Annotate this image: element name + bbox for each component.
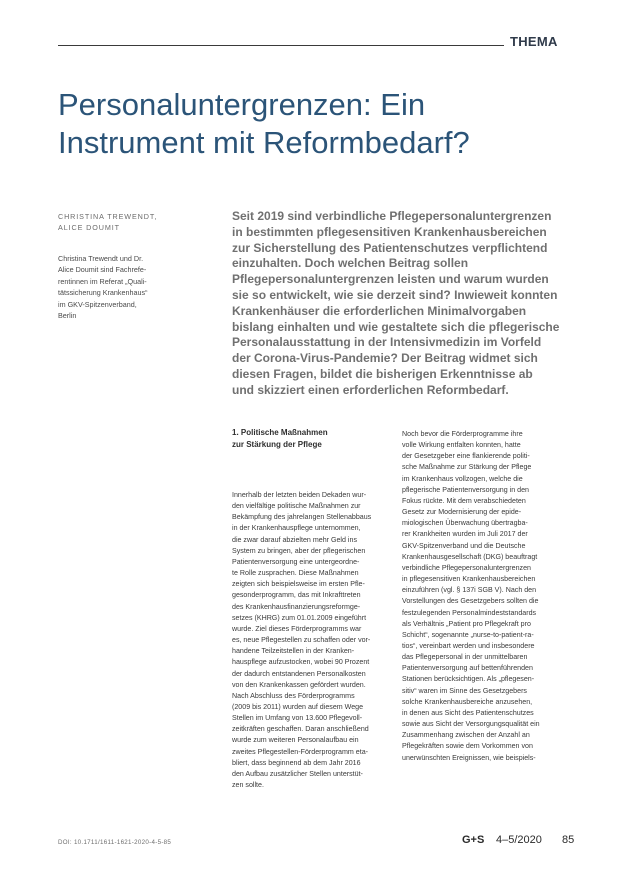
author-bio bbox=[58, 253, 180, 321]
body-text-line: des Krankenhausfinanzierungsreformge- bbox=[232, 602, 361, 611]
body-text-line: Vorstellungen des Gesetzgebers sollten die bbox=[402, 597, 539, 606]
footer-doi: DOI: 10.1711/1611-1621-2020-4-5-85 bbox=[58, 839, 172, 846]
author-bio-line: Alice Doumit sind Fachrefe- bbox=[58, 265, 147, 275]
footer-issue: 4–5/2020 bbox=[496, 834, 542, 846]
body-text-line: Nach Abschluss des Förderprogramms bbox=[232, 691, 355, 700]
body-text-line: es, neue Pflegestellen zu schaffen oder vor- bbox=[232, 636, 371, 645]
body-text-line: festzulegenden Personalmindeststandards bbox=[402, 608, 537, 617]
lead-line: Krankenhäuser die erforderlichen Minimalvorgaben bbox=[232, 303, 527, 318]
body-text-line: von den Krankenkassen gefördert wurden. bbox=[232, 680, 366, 689]
lead-line: Seit 2019 sind verbindliche Pflegepersonaluntergrenzen bbox=[232, 209, 552, 223]
footer-journal: G+S bbox=[462, 834, 485, 846]
lead-line: einzuhalten. Doch welchen Beitrag sollen bbox=[232, 256, 469, 271]
body-text-line: wurde. Ziel dieses Förderprogramms war bbox=[232, 624, 362, 633]
body-text-line: unerwünschten Ereignissen, wie beispiels- bbox=[402, 753, 536, 762]
body-text-line: das Pflegepersonal in der unmittelbaren bbox=[402, 653, 528, 662]
lead-paragraph bbox=[232, 209, 572, 399]
author-bio-line: Berlin bbox=[58, 311, 77, 321]
author-bio-line: im GKV-Spitzenverband, bbox=[58, 299, 137, 309]
body-text-line: bliert, dass beginnend ab dem Jahr 2016 bbox=[232, 758, 361, 767]
lead-line: diesen Fragen, bildet die bisherigen Erkenntnisse ab bbox=[232, 366, 533, 381]
lead-line: der Corona-Virus-Pandemie? Der Beitrag widmet sich bbox=[232, 351, 538, 366]
section-label: THEMA bbox=[510, 34, 558, 49]
body-text-line: zeitkräften geschaffen. Daran anschließend bbox=[232, 725, 369, 734]
author-bio-line: rentinnen im Referat „Quali- bbox=[58, 276, 147, 286]
body-text-line: handene Teilzeitstellen in der Kranken- bbox=[232, 647, 355, 656]
body-text-line: als Verhältnis „Patient pro Pflegekraft pro bbox=[402, 619, 531, 628]
body-text-line: der Gesetzgeber eine flankierende politi- bbox=[402, 452, 530, 461]
body-text-line: rer Krankheiten wurden im Juli 2017 der bbox=[402, 530, 528, 539]
body-text-line: Noch bevor die Förderprogramme ihre bbox=[402, 430, 523, 438]
body-text-line: im Krankenhaus vollzogen, welche die bbox=[402, 474, 523, 483]
body-text-line: zweites Pflegestellen-Förderprogramm eta- bbox=[232, 747, 369, 756]
title-line: Instrument mit Reformbedarf? bbox=[58, 125, 470, 160]
body-text-line: tios“, vereinbart werden und insbesondere bbox=[402, 641, 535, 650]
body-text-line: Zusammenhang zwischen der Anzahl an bbox=[402, 731, 530, 740]
body-text-line: den Aufbau zusätzlicher Stellen unterstüt- bbox=[232, 769, 363, 778]
body-column-right bbox=[402, 429, 572, 764]
body-text-line: in pflegesensitiven Krankenhausbereichen bbox=[402, 575, 536, 584]
lead-line: Personalausstattung in der Intensivmedizin im Vorfeld bbox=[232, 335, 542, 350]
body-text-line: Stellen im Umfang von 13.600 Pflegevoll- bbox=[232, 714, 363, 723]
title-line: Personaluntergrenzen: Ein bbox=[58, 87, 426, 122]
header-rule bbox=[58, 45, 504, 46]
body-text-line: zen sollte. bbox=[232, 781, 264, 790]
body-text-line: verbindliche Pflegepersonaluntergrenzen bbox=[402, 563, 531, 572]
lead-line: und skizziert einen erforderlichen Reformbedarf. bbox=[232, 382, 509, 397]
page-number: 85 bbox=[562, 834, 575, 846]
body-text-line: den vielfältige politische Maßnahmen zur bbox=[232, 502, 361, 511]
body-text-line: hauspflege aufzustocken, wobei 90 Prozent bbox=[232, 658, 370, 667]
body-text-line: gesonderprogramm, das mit Inkrafttreten bbox=[232, 591, 361, 600]
body-text-line: sche Maßnahme zur Stärkung der Pflege bbox=[402, 463, 532, 472]
body-text-line: in der Krankenhauspflege unternommen, bbox=[232, 524, 361, 533]
body-text-line: Pflegekräften sowie dem Vorkommen von bbox=[402, 742, 533, 751]
body-text-line: volle Wirkung entfalten konnten, hatte bbox=[402, 441, 521, 450]
body-text-line: Innerhalb der letzten beiden Dekaden wur- bbox=[232, 491, 367, 499]
article-title bbox=[58, 86, 578, 162]
body-text-line: Stationen berücksichtigen. Als „pflegesen- bbox=[402, 675, 535, 684]
lead-line: Pflegepersonaluntergrenzen leisten und warum wurden bbox=[232, 272, 549, 287]
lead-line: bislang einhalten und wie gestaltete sich die pflegerische bbox=[232, 319, 560, 334]
section-heading bbox=[232, 427, 402, 451]
body-column-left bbox=[232, 490, 402, 791]
body-text-line: einzuführen (vgl. § 137i SGB V). Nach den bbox=[402, 586, 537, 595]
body-text-line: Patientenversorgung eine untergeordne- bbox=[232, 557, 360, 566]
body-text-line: Schicht“, sogenannte „nurse-to-patient-ra- bbox=[402, 630, 534, 639]
body-text-line: der dadurch entstandenen Personalkosten bbox=[232, 669, 366, 678]
body-text-line: Gesetz zur Modernisierung der epide- bbox=[402, 508, 522, 517]
author-line: ALICE DOUMIT bbox=[58, 223, 120, 232]
body-text-line: Krankenhausgesellschaft (DKG) beauftragt bbox=[402, 552, 538, 561]
body-text-line: (2009 bis 2011) wurden auf diesem Wege bbox=[232, 702, 364, 711]
body-text-line: sowie aus Sicht der Versorgungsqualität ein bbox=[402, 720, 540, 729]
body-text-line: Bekämpfung des jahrelangen Stellenabbaus bbox=[232, 513, 372, 522]
author-names bbox=[58, 211, 178, 233]
body-text-line: pflegerische Patientenversorgung in den bbox=[402, 485, 529, 494]
heading-line: zur Stärkung der Pflege bbox=[232, 440, 322, 449]
body-text-line: sitiv“ waren im Sinne des Gesetzgebers bbox=[402, 686, 527, 695]
body-text-line: solche Krankenhausbereiche anzusehen, bbox=[402, 697, 533, 706]
author-bio-line: tätssicherung Krankenhaus“ bbox=[58, 288, 148, 298]
body-text-line: miologischen Überwachung übertragba- bbox=[402, 519, 528, 528]
body-text-line: te Rolle zusprachen. Diese Maßnahmen bbox=[232, 569, 359, 578]
lead-line: in bestimmten pflegesensitiven Krankenhausbereichen bbox=[232, 224, 547, 239]
body-text-line: die zwar darauf abzielten mehr Geld ins bbox=[232, 535, 357, 544]
body-text-line: zeigten sich beispielsweise im ersten Pfle- bbox=[232, 580, 365, 589]
author-line: CHRISTINA TREWENDT, bbox=[58, 212, 158, 221]
body-text-line: setzes (KHRG) zum 01.01.2009 eingeführt bbox=[232, 613, 367, 622]
body-text-line: System zu bringen, aber der pflegerischen bbox=[232, 546, 366, 555]
lead-line: zur Sicherstellung des Patientenschutzes verpflichtend bbox=[232, 240, 548, 255]
author-bio-line: Christina Trewendt und Dr. bbox=[58, 254, 144, 263]
body-text-line: Patientenversorgung auf bettenführenden bbox=[402, 664, 533, 673]
body-text-line: in denen aus Sicht des Patientenschutzes bbox=[402, 708, 534, 717]
body-text-line: wurde zum weiteren Personalaufbau ein bbox=[232, 736, 359, 745]
heading-line: 1. Politische Maßnahmen bbox=[232, 428, 328, 437]
body-text-line: Fokus rückte. Mit dem verabschiedeten bbox=[402, 496, 526, 505]
body-text-line: GKV-Spitzenverband und die Deutsche bbox=[402, 541, 526, 550]
lead-line: sie so entwickelt, wie sie derzeit sind? Inwieweit konnten bbox=[232, 287, 558, 302]
